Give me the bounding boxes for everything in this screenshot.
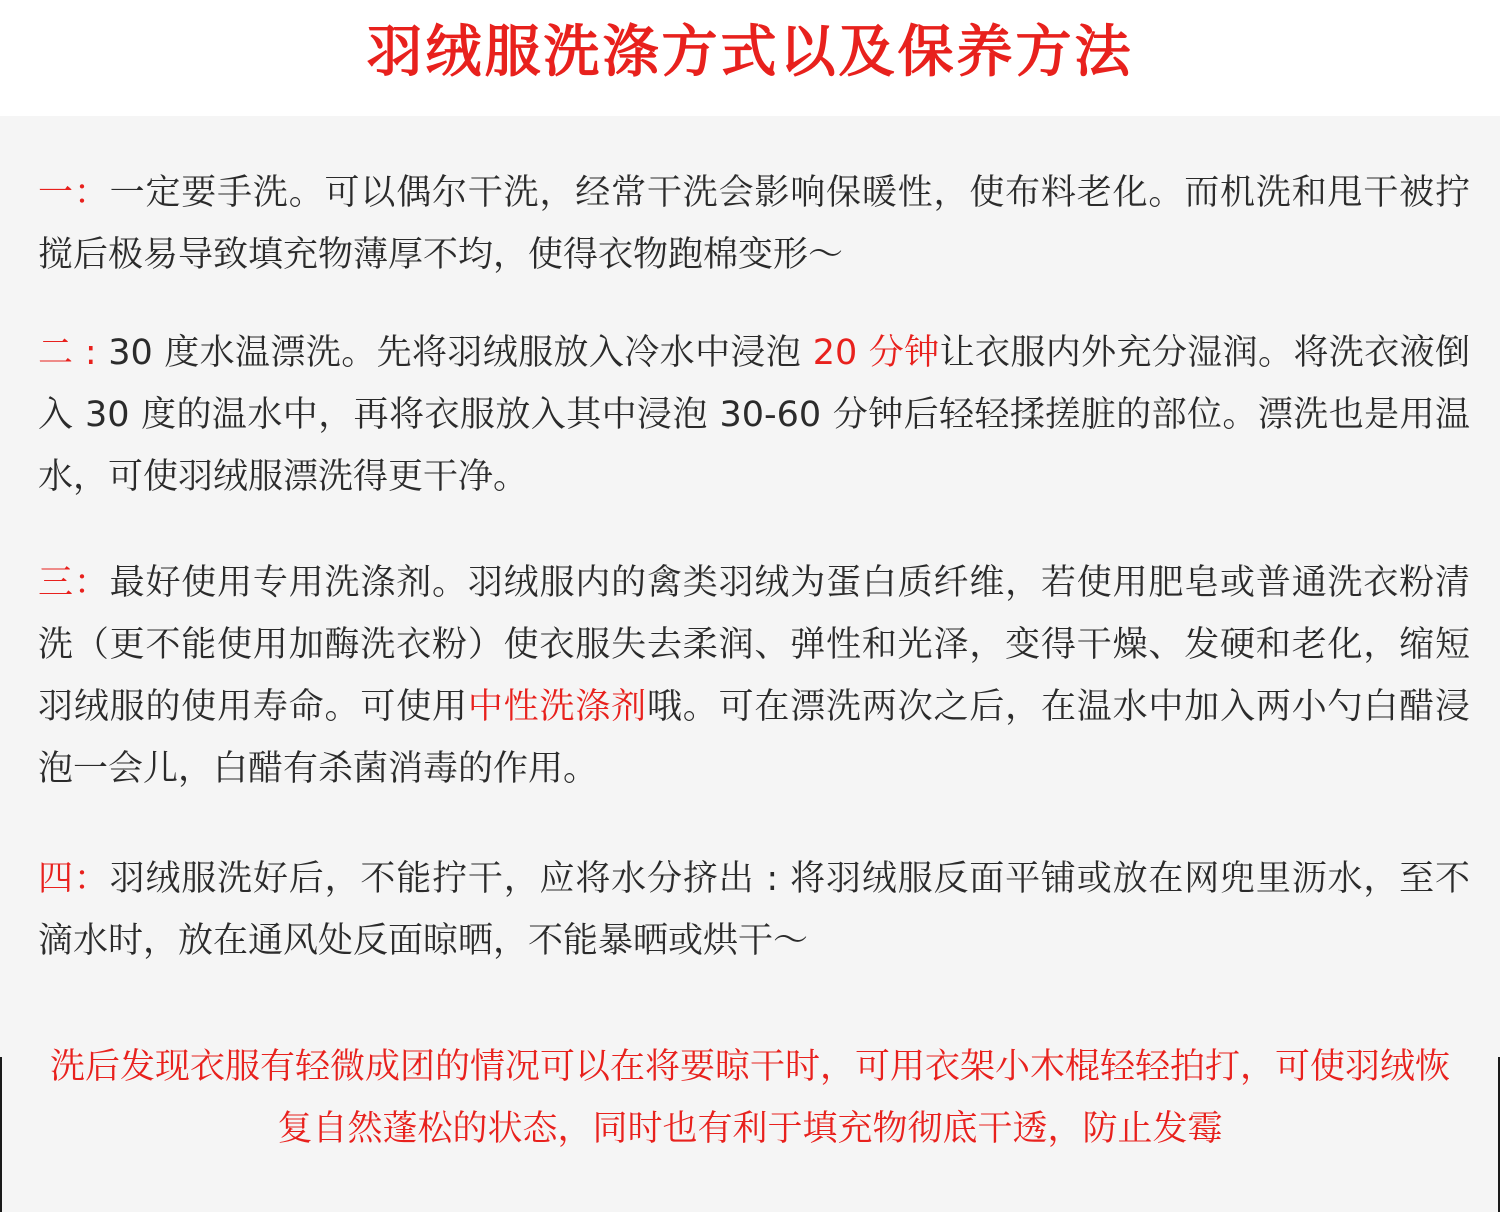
section-3-body-before: 最好使用专用洗涤剂。羽绒服内的禽类羽绒为蛋白质纤维，若使用肥皂或普通洗衣粉清洗（更不能使用加酶洗衣粉）使衣服失去柔润、弹性和光泽，变得干燥、发硬和老化，缩短羽绒服的使用寿命。可使用 — [38, 563, 1470, 727]
section-1 — [38, 162, 1470, 286]
section-4-label: 四： — [38, 859, 110, 899]
content-panel — [0, 116, 1500, 1212]
section-2-highlight: 20 分钟 — [812, 333, 940, 373]
section-4-body: 羽绒服洗好后，不能拧干，应将水分挤出 : 将羽绒服反面平铺或放在网兜里沥水，至不滴水时，放在通风处反面晾晒，不能暴晒或烘干～ — [38, 859, 1470, 961]
section-3-label: 三： — [38, 563, 110, 603]
section-3 — [38, 552, 1470, 800]
section-3-body-after: 哦。可在漂洗两次之后，在温水中加入两小勺白醋浸泡一会儿，白醋有杀菌消毒的作用。 — [38, 687, 1470, 789]
section-3-highlight: 中性洗涤剂 — [467, 687, 647, 727]
section-2 — [38, 322, 1470, 508]
left-border-line — [0, 1057, 2, 1212]
page-title: 羽绒服洗涤方式以及保养方法 — [366, 20, 1134, 85]
care-note: 洗后发现衣服有轻微成团的情况可以在将要晾干时，可用衣架小木棍轻轻拍打，可使羽绒恢复自然蓬松的状态，同时也有利于填充物彻底干透，防止发霉 — [49, 1047, 1450, 1149]
section-1-label: 一： — [38, 173, 110, 213]
section-2-body-before: 30 度水温漂洗。先将羽绒服放入冷水中浸泡 — [108, 333, 813, 373]
section-2-body-after: 让衣服内外充分湿润。将洗衣液倒入 30 度的温水中，再将衣服放入其中浸泡 30-60 分钟后轻轻揉搓脏的部位。漂洗也是用温水，可使羽绒服漂洗得更干净。 — [38, 333, 1470, 497]
section-2-label: 二 : — [38, 333, 109, 373]
section-4 — [38, 848, 1470, 972]
section-1-body: 一定要手洗。可以偶尔干洗，经常干洗会影响保暖性，使布料老化。而机洗和甩干被拧搅后极易导致填充物薄厚不均，使得衣物跑棉变形～ — [38, 173, 1470, 275]
